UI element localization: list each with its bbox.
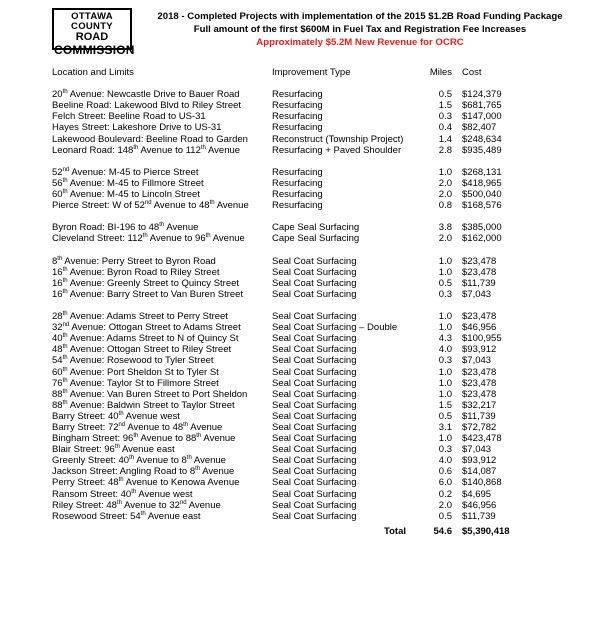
table-row xyxy=(52,389,572,400)
location-cell: 8th Avenue: Perry Street to Byron Road xyxy=(52,255,216,267)
improvement-type-cell: Seal Coat Surfacing xyxy=(272,455,357,467)
table-row xyxy=(52,189,572,200)
miles-cell: 1.0 xyxy=(438,255,452,267)
miles-cell: 1.0 xyxy=(438,366,452,378)
miles-cell: 1.0 xyxy=(438,166,452,178)
location-cell: Rosewood Street: 54th Avenue east xyxy=(52,510,201,522)
improvement-type-cell: Seal Coat Surfacing xyxy=(272,477,357,489)
location-cell: 28th Avenue: Adams Street to Perry Street xyxy=(52,310,228,323)
location-cell: Barry Street: 72nd Avenue to 48th Avenue xyxy=(52,421,223,433)
miles-cell: 1.0 xyxy=(438,377,452,389)
miles-cell: 0.5 xyxy=(438,410,452,422)
improvement-type-cell: Resurfacing xyxy=(272,122,323,134)
table-row xyxy=(52,367,572,378)
improvement-type-cell: Seal Coat Surfacing xyxy=(272,399,357,411)
cost-cell: $93,912 xyxy=(462,455,497,467)
cost-cell: $11,739 xyxy=(462,510,496,522)
location-cell: 76th Avenue: Taylor St to Fillmore Street xyxy=(52,377,219,389)
table-row xyxy=(52,511,572,522)
miles-cell: 0.5 xyxy=(438,510,452,522)
improvement-type-cell: Resurfacing xyxy=(272,166,323,178)
location-cell: 16th Avenue: Barry Street to Van Buren Street xyxy=(52,288,244,300)
cost-cell: $385,000 xyxy=(462,222,502,234)
cost-cell: $23,478 xyxy=(462,311,497,323)
miles-cell: 4.0 xyxy=(438,455,452,467)
cost-cell: $23,478 xyxy=(462,377,497,389)
miles-cell: 3.1 xyxy=(438,422,452,433)
cost-cell: $147,000 xyxy=(462,111,502,123)
location-cell: 88th Avenue: Baldwin Street to Taylor Street xyxy=(52,399,235,411)
location-cell: 56th Avenue: M-45 to Fillmore Street xyxy=(52,177,204,189)
improvement-type-cell: Seal Coat Surfacing xyxy=(272,311,357,323)
miles-cell: 1.0 xyxy=(438,322,452,334)
cost-cell: $124,379 xyxy=(462,89,502,101)
location-cell: Bingham Street: 96th Avenue to 88th Avenue xyxy=(52,432,236,445)
table-row xyxy=(52,89,572,100)
location-cell: Byron Road: BI-196 to 48th Avenue xyxy=(52,222,199,234)
cost-cell: $7,043 xyxy=(462,288,492,300)
improvement-type-cell: Seal Coat Surfacing xyxy=(272,266,357,278)
miles-cell: 0.6 xyxy=(438,466,452,478)
miles-cell: 1.0 xyxy=(438,311,452,323)
cost-cell: $140,868 xyxy=(462,477,502,489)
cost-cell: $46,956 xyxy=(462,322,497,334)
improvement-type-cell: Resurfacing xyxy=(272,100,323,112)
location-cell: Lakewood Boulevard: Beeline Road to Garden xyxy=(52,133,248,145)
cost-cell: $82,407 xyxy=(462,122,497,134)
table-row xyxy=(52,422,572,433)
improvement-type-cell: Seal Coat Surfacing xyxy=(272,433,357,445)
miles-cell: 0.3 xyxy=(438,288,452,300)
location-cell: Beeline Road: Lakewood Blvd to Riley Street xyxy=(52,100,242,112)
location-cell: Ransom Street: 40th Avenue west xyxy=(52,488,193,500)
miles-cell: 2.0 xyxy=(438,499,452,511)
miles-cell: 0.3 xyxy=(438,355,452,367)
table-row xyxy=(52,178,572,189)
table-row xyxy=(52,222,572,233)
improvement-type-cell: Cape Seal Surfacing xyxy=(272,233,360,245)
group-spacer xyxy=(52,300,572,311)
total-miles: 54.6 xyxy=(433,525,452,537)
table-header-row xyxy=(52,67,572,78)
table-row xyxy=(52,100,572,111)
location-cell: Jackson Street: Angling Road to 8th Avenue xyxy=(52,466,235,478)
group-spacer xyxy=(52,211,572,222)
miles-cell: 0.3 xyxy=(438,111,452,123)
cost-cell: $72,782 xyxy=(462,422,497,433)
miles-cell: 1.5 xyxy=(438,399,452,411)
miles-cell: 1.0 xyxy=(438,266,452,278)
miles-cell: 0.2 xyxy=(438,488,452,500)
location-cell: Leonard Road: 148th Avenue to 112th Avenue xyxy=(52,144,241,156)
miles-cell: 3.8 xyxy=(438,222,452,234)
header-title: 2018 - Completed Projects with implementation of the 2015 $1.2B Road Funding Package xyxy=(157,11,563,22)
cost-cell: $162,000 xyxy=(462,233,502,245)
location-cell: 40th Avenue: Adams Street to N of Quincy St xyxy=(52,333,239,345)
column-header-miles: Miles xyxy=(429,67,452,78)
miles-cell: 1.4 xyxy=(438,133,452,145)
table-row xyxy=(52,267,572,278)
table-row xyxy=(52,378,572,389)
improvement-type-cell: Seal Coat Surfacing xyxy=(272,255,357,267)
location-cell: Felch Street: Beeline Road to US-31 xyxy=(52,111,206,123)
improvement-type-cell: Seal Coat Surfacing xyxy=(272,499,357,511)
improvement-type-cell: Reconstruct (Township Project) xyxy=(272,133,404,145)
miles-cell: 1.0 xyxy=(438,433,452,445)
cost-cell: $268,131 xyxy=(462,166,502,178)
improvement-type-cell: Seal Coat Surfacing xyxy=(272,333,357,345)
logo-line-3: COMMISSION xyxy=(54,43,135,57)
table-row xyxy=(52,145,572,156)
cost-cell: $11,739 xyxy=(462,277,496,289)
location-cell: 16th Avenue: Byron Road to Riley Street xyxy=(52,266,220,278)
improvement-type-cell: Seal Coat Surfacing xyxy=(272,366,357,378)
document-header xyxy=(140,10,580,49)
cost-cell: $4,695 xyxy=(462,488,492,500)
miles-cell: 0.4 xyxy=(438,122,452,134)
miles-cell: 0.8 xyxy=(438,200,452,212)
improvement-type-cell: Seal Coat Surfacing xyxy=(272,388,357,400)
location-cell: Blair Street: 96th Avenue east xyxy=(52,444,175,456)
location-cell: 60th Avenue: M-45 to Lincoln Street xyxy=(52,188,200,201)
cost-cell: $681,765 xyxy=(462,100,502,112)
table-row xyxy=(52,311,572,322)
location-cell: 32nd Avenue: Ottogan Street to Adams Street xyxy=(52,322,241,334)
location-cell: 20th Avenue: Newcastle Drive to Bauer Road xyxy=(52,89,240,101)
cost-cell: $7,043 xyxy=(462,355,492,367)
group-spacer xyxy=(52,156,572,167)
table-row xyxy=(52,233,572,244)
location-cell: Greenly Street: 40th Avenue to 8th Avenue xyxy=(52,455,226,467)
table-row xyxy=(52,477,572,488)
cost-cell: $23,478 xyxy=(462,255,497,267)
location-cell: Barry Street: 40th Avenue west xyxy=(52,410,180,422)
miles-cell: 2.0 xyxy=(438,233,452,245)
miles-cell: 6.0 xyxy=(438,477,452,489)
improvement-type-cell: Cape Seal Surfacing xyxy=(272,222,360,234)
location-cell: Riley Street: 48th Avenue to 32nd Avenue xyxy=(52,499,221,511)
miles-cell: 2.8 xyxy=(438,144,452,156)
improvement-type-cell: Resurfacing xyxy=(272,189,323,201)
total-cost: $5,390,418 xyxy=(462,525,510,537)
location-cell: 54th Avenue: Rosewood to Tyler Street xyxy=(52,355,214,367)
location-cell: 48th Avenue: Ottogan Street to Riley Street xyxy=(52,344,232,356)
cost-cell: $248,634 xyxy=(462,133,502,145)
cost-cell: $23,478 xyxy=(462,266,497,278)
table-row xyxy=(52,411,572,422)
location-cell: 52nd Avenue: M-45 to Pierce Street xyxy=(52,166,199,178)
cost-cell: $423,478 xyxy=(462,433,502,445)
improvement-type-cell: Seal Coat Surfacing – Double xyxy=(272,322,398,334)
improvement-type-cell: Seal Coat Surfacing xyxy=(272,422,357,433)
table-body xyxy=(52,78,572,522)
improvement-type-cell: Seal Coat Surfacing xyxy=(272,410,357,422)
table-row xyxy=(52,256,572,267)
cost-cell: $100,955 xyxy=(462,333,502,345)
table-row xyxy=(52,344,572,355)
miles-cell: 1.5 xyxy=(438,100,452,112)
table-row xyxy=(52,289,572,300)
table-row xyxy=(52,500,572,511)
table-row xyxy=(52,466,572,477)
cost-cell: $46,956 xyxy=(462,499,497,511)
header-revenue-note: Approximately $5.2M New Revenue for OCRC xyxy=(256,37,464,48)
total-label: Total xyxy=(384,525,406,537)
table-row xyxy=(52,355,572,366)
improvement-type-cell: Seal Coat Surfacing xyxy=(272,466,357,478)
miles-cell: 0.5 xyxy=(438,277,452,289)
improvement-type-cell: Seal Coat Surfacing xyxy=(272,510,357,522)
improvement-type-cell: Seal Coat Surfacing xyxy=(272,444,357,456)
table-row xyxy=(52,333,572,344)
cost-cell: $32,217 xyxy=(462,399,497,411)
miles-cell: 0.5 xyxy=(438,89,452,101)
table-row xyxy=(52,400,572,411)
location-cell: 88th Avenue: Van Buren Street to Port Sheldon xyxy=(52,388,248,400)
miles-cell: 4.0 xyxy=(438,344,452,356)
table-row xyxy=(52,455,572,466)
miles-cell: 0.3 xyxy=(438,444,452,456)
column-header-location: Location and Limits xyxy=(52,67,134,78)
improvement-type-cell: Seal Coat Surfacing xyxy=(272,344,357,356)
column-header-type: Improvement Type xyxy=(272,67,351,78)
ocrc-logo xyxy=(52,8,135,57)
location-cell: 60th Avenue: Port Sheldon St to Tyler St xyxy=(52,366,219,378)
improvement-type-cell: Resurfacing xyxy=(272,111,323,123)
group-spacer xyxy=(52,245,572,256)
miles-cell: 2.0 xyxy=(438,177,452,189)
improvement-type-cell: Seal Coat Surfacing xyxy=(272,288,357,300)
group-spacer xyxy=(52,78,572,89)
miles-cell: 2.0 xyxy=(438,189,452,201)
cost-cell: $23,478 xyxy=(462,388,497,400)
improvement-type-cell: Seal Coat Surfacing xyxy=(272,488,357,500)
cost-cell: $23,478 xyxy=(462,366,497,378)
cost-cell: $14,087 xyxy=(462,466,497,478)
improvement-type-cell: Resurfacing xyxy=(272,89,323,101)
location-cell: Pierce Street: W of 52nd Avenue to 48th Avenue xyxy=(52,199,249,212)
improvement-type-cell: Resurfacing xyxy=(272,200,323,212)
location-cell: Cleveland Street: 112th Avenue to 96th Avenue xyxy=(52,233,245,245)
table-row xyxy=(52,111,572,122)
improvement-type-cell: Resurfacing xyxy=(272,177,323,189)
improvement-type-cell: Seal Coat Surfacing xyxy=(272,377,357,389)
header-subtitle: Full amount of the first $600M in Fuel Tax and Registration Fee Increases xyxy=(193,24,527,35)
improvement-type-cell: Seal Coat Surfacing xyxy=(272,277,357,289)
cost-cell: $500,040 xyxy=(462,189,502,201)
location-cell: Hayes Street: Lakeshore Drive to US-31 xyxy=(52,122,222,134)
cost-cell: $11,739 xyxy=(462,410,496,422)
cost-cell: $168,576 xyxy=(462,200,502,212)
logo-line-1: OTTAWA COUNTY xyxy=(71,11,113,32)
column-header-cost: Cost xyxy=(462,67,482,78)
logo-line-2: ROAD xyxy=(75,31,109,43)
cost-cell: $93,912 xyxy=(462,344,497,356)
improvement-type-cell: Seal Coat Surfacing xyxy=(272,355,357,367)
miles-cell: 4.3 xyxy=(438,333,452,345)
miles-cell: 1.0 xyxy=(438,388,452,400)
table-row xyxy=(52,444,572,455)
table-row xyxy=(52,167,572,178)
cost-cell: $935,489 xyxy=(462,144,502,156)
location-cell: 16th Avenue: Greenly Street to Quincy Street xyxy=(52,277,240,289)
table-row xyxy=(52,122,572,133)
table-row xyxy=(52,489,572,500)
table-row xyxy=(52,433,572,444)
cost-cell: $418,965 xyxy=(462,177,502,189)
location-cell: Perry Street: 48th Avenue to Kenowa Avenue xyxy=(52,477,240,489)
table-row xyxy=(52,134,572,145)
improvement-type-cell: Resurfacing + Paved Shoulder xyxy=(272,144,402,156)
total-row xyxy=(52,526,572,537)
cost-cell: $7,043 xyxy=(462,444,492,456)
table-row xyxy=(52,322,572,333)
table-row xyxy=(52,278,572,289)
projects-table xyxy=(52,67,572,537)
table-row xyxy=(52,200,572,211)
